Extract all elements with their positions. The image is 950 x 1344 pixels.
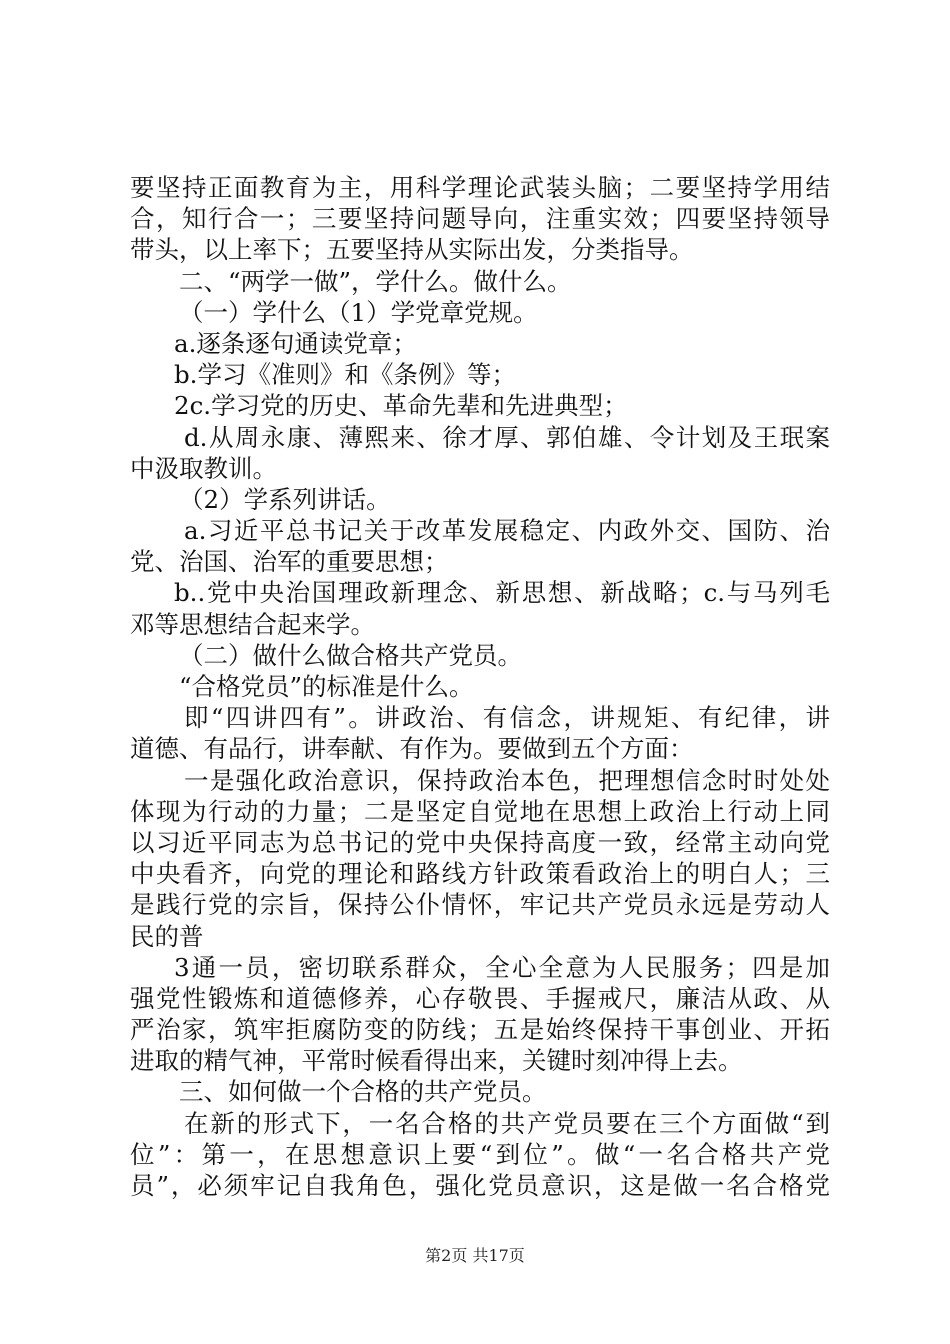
text-line: 强党性锻炼和道德修养，心存敬畏、手握戒尺，廉洁从政、从 — [130, 983, 830, 1013]
text-line: 带头，以上率下；五要坚持从实际出发，分类指导。 — [130, 235, 694, 265]
section-heading: 二、“两学一做”，学什么。做什么。 — [179, 266, 572, 296]
list-item: b.学习《准则》和《条例》等； — [174, 360, 516, 390]
text-line: 位”：第一，在思想意识上要“到位”。做“一名合格共产党 — [130, 1139, 830, 1169]
paragraph-line: 3通一员，密切联系群众，全心全意为人民服务；四是加 — [174, 952, 830, 982]
list-item: d.从周永康、薄熙来、徐才厚、郭伯雄、令计划及王珉案 — [184, 422, 830, 452]
section-heading: 三、如何做一个合格的共产党员。 — [179, 1077, 547, 1107]
subsection-heading: （一）学什么（1）学党章党规。 — [179, 297, 538, 327]
text-line: 合，知行合一；三要坚持问题导向，注重实效；四要坚持领导 — [130, 204, 830, 234]
text-line: 要坚持正面教育为主，用科学理论武装头脑；二要坚持学用结 — [130, 173, 830, 202]
text-line: 严治家，筑牢拒腐防变的防线；五是始终保持干事创业、开拓 — [130, 1015, 830, 1045]
text-line: 邓等思想结合起来学。 — [130, 609, 375, 639]
paragraph-line: 即“四讲四有”。讲政治、有信念，讲规矩、有纪律，讲 — [184, 703, 830, 733]
text-line: 党、治国、治军的重要思想； — [130, 547, 449, 577]
text-line: 员”，必须牢记自我角色，强化党员意识，这是做一名合格党 — [130, 1171, 830, 1200]
list-item: a.逐条逐句通读党章； — [174, 328, 417, 358]
document-body — [130, 172, 830, 1201]
page-number-footer: 第2页 共17页 — [425, 1246, 525, 1265]
paragraph-line: 一是强化政治意识，保持政治本色，把理想信念时时处处 — [184, 765, 830, 795]
text-line: 民的普 — [130, 921, 204, 951]
text-line: 以习近平同志为总书记的党中央保持高度一致，经常主动向党 — [130, 827, 830, 857]
text-line: 道德、有品行，讲奉献、有作为。要做到五个方面： — [130, 734, 694, 764]
subsection-heading: （二）做什么做合格共产党员。 — [179, 640, 522, 670]
text-line: 中汲取教训。 — [130, 453, 277, 483]
subsection-heading: （2）学系列讲话。 — [179, 484, 391, 514]
text-line: 中央看齐，向党的理论和路线方针政策看政治上的明白人；三 — [130, 859, 830, 889]
text-line: 进取的精气神，平常时候看得出来，关键时刻冲得上去。 — [130, 1046, 743, 1076]
text-line: 是践行党的宗旨，保持公仆情怀，牢记共产党员永远是劳动人 — [130, 890, 830, 920]
list-item: b..党中央治国理政新理念、新思想、新战略；c.与马列毛 — [174, 578, 830, 608]
paragraph-line: 在新的形式下，一名合格的共产党员要在三个方面做“到 — [184, 1108, 830, 1138]
text-line: 体现为行动的力量；二是坚定自觉地在思想上政治上行动上同 — [130, 796, 830, 826]
text-line: “合格党员”的标准是什么。 — [179, 672, 474, 701]
list-item: 2c.学习党的历史、革命先辈和先进典型； — [174, 391, 628, 421]
list-item: a.习近平总书记关于改革发展稳定、内政外交、国防、治 — [184, 516, 830, 546]
